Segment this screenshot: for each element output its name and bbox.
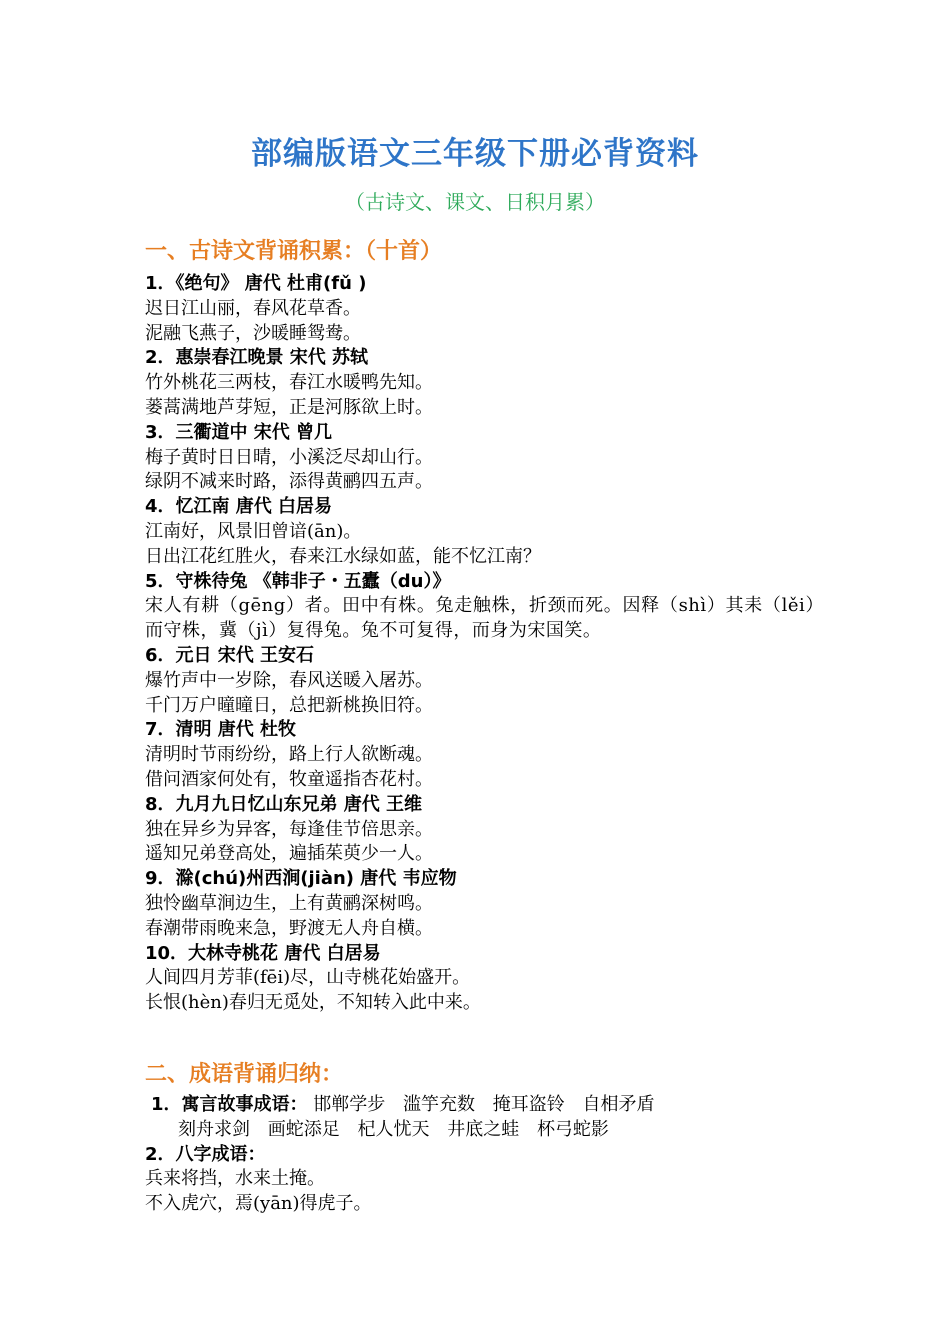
poem-title: 4．忆江南 唐代 白居易 bbox=[145, 496, 333, 518]
idiom-item: 滥竽充数 bbox=[403, 1094, 475, 1115]
poem-line: 梅子黄时日日晴，小溪泛尽却山行。 bbox=[145, 446, 433, 468]
poem-list bbox=[145, 272, 815, 1016]
poem-item bbox=[145, 346, 815, 420]
poem-prose: 宋人有耕（gēng）者。田中有株。兔走触株，折颈而死。因释（shì）其耒（lěi）而守株，冀（jì）复得兔。兔不可复得，而身为宋国笑。 bbox=[145, 595, 815, 642]
poem-item bbox=[145, 867, 815, 941]
poem-item bbox=[145, 272, 815, 346]
idiom-category-label: 1．寓言故事成语： bbox=[151, 1094, 308, 1115]
poem-line: 千门万户曈曈日，总把新桃换旧符。 bbox=[145, 694, 433, 716]
poem-title: 10．大林寺桃花 唐代 白居易 bbox=[145, 942, 381, 964]
idiom-item: 画蛇添足 bbox=[267, 1118, 340, 1140]
idiom-item: 邯郸学步 bbox=[313, 1094, 386, 1115]
poem-line: 人间四月芳菲(fēi)尽，山寺桃花始盛开。 bbox=[145, 967, 471, 989]
section-heading-poems: 一、古诗文背诵积累：（十首） bbox=[145, 239, 443, 264]
poem-item bbox=[145, 793, 815, 867]
poem-title: 7．清明 唐代 杜牧 bbox=[145, 719, 297, 741]
poem-title: 8．九月九日忆山东兄弟 唐代 王维 bbox=[145, 793, 423, 815]
poem-line: 江南好，风景旧曾谙(ān)。 bbox=[145, 520, 362, 542]
poem-line: 日出江花红胜火，春来江水绿如蓝，能不忆江南？ bbox=[145, 545, 541, 567]
idiom-line: 兵来将挡，水来土掩。 bbox=[145, 1168, 325, 1190]
poem-title: 9．滁(chú)州西涧(jiàn) 唐代 韦应物 bbox=[145, 868, 457, 890]
poem-line: 竹外桃花三两枝，春江水暖鸭先知。 bbox=[145, 372, 433, 394]
idiom-item: 自相矛盾 bbox=[582, 1094, 655, 1115]
poem-title: 3．三衢道中 宋代 曾几 bbox=[145, 421, 333, 443]
poem-title: 6．元日 宋代 王安石 bbox=[145, 644, 315, 666]
poem-line: 泥融飞燕子，沙暖睡鸳鸯。 bbox=[145, 322, 361, 344]
idiom-list bbox=[145, 1093, 815, 1217]
poem-title: 2．惠崇春江晚景 宋代 苏轼 bbox=[145, 347, 369, 369]
idiom-item: 杞人忧天 bbox=[357, 1118, 430, 1140]
poem-item bbox=[145, 570, 815, 644]
idiom-row bbox=[145, 1118, 815, 1143]
poem-line: 爆竹声中一岁除，春风送暖入屠苏。 bbox=[145, 669, 433, 691]
poem-line: 独在异乡为异客，每逢佳节倍思亲。 bbox=[145, 818, 433, 840]
idiom-line: 不入虎穴，焉(yān)得虎子。 bbox=[145, 1193, 372, 1215]
poem-line: 借问酒家何处有，牧童遥指杏花村。 bbox=[145, 768, 433, 790]
poem-line: 独怜幽草涧边生，上有黄鹂深树鸣。 bbox=[145, 892, 433, 914]
poem-item bbox=[145, 421, 815, 495]
poem-line: 绿阴不减来时路，添得黄鹂四五声。 bbox=[145, 471, 433, 493]
poem-line: 蒌蒿满地芦芽短，正是河豚欲上时。 bbox=[145, 396, 433, 418]
poem-line: 长恨(hèn)春归无觅处，不知转入此中来。 bbox=[145, 992, 481, 1014]
poem-line: 迟日江山丽，春风花草香。 bbox=[145, 297, 361, 319]
poem-title: 5．守株待兔 《韩非子・五蠹（du）》 bbox=[145, 570, 451, 592]
idiom-row bbox=[145, 1093, 815, 1118]
idiom-item: 掩耳盗铃 bbox=[492, 1094, 565, 1115]
poem-item bbox=[145, 942, 815, 1016]
poem-item bbox=[145, 495, 815, 569]
idiom-item: 井底之蛙 bbox=[447, 1118, 520, 1140]
idiom-category-label: 2．八字成语： bbox=[145, 1143, 266, 1165]
page-title: 部编版语文三年级下册必背资料 bbox=[251, 136, 699, 172]
page-subtitle: （古诗文、课文、日积月累） bbox=[345, 190, 605, 214]
poem-line: 春潮带雨晚来急，野渡无人舟自横。 bbox=[145, 917, 433, 939]
idiom-item: 刻舟求剑 bbox=[178, 1118, 250, 1140]
poem-item bbox=[145, 644, 815, 718]
poem-item bbox=[145, 718, 815, 792]
poem-title: 1．《绝句》 唐代 杜甫(fǔ ) bbox=[145, 273, 367, 294]
poem-line: 清明时节雨纷纷，路上行人欲断魂。 bbox=[145, 744, 433, 766]
section-heading-idioms: 二、成语背诵归纳： bbox=[145, 1062, 344, 1087]
poem-line: 遥知兄弟登高处，遍插茱萸少一人。 bbox=[145, 843, 433, 865]
idiom-item: 杯弓蛇影 bbox=[536, 1118, 609, 1140]
